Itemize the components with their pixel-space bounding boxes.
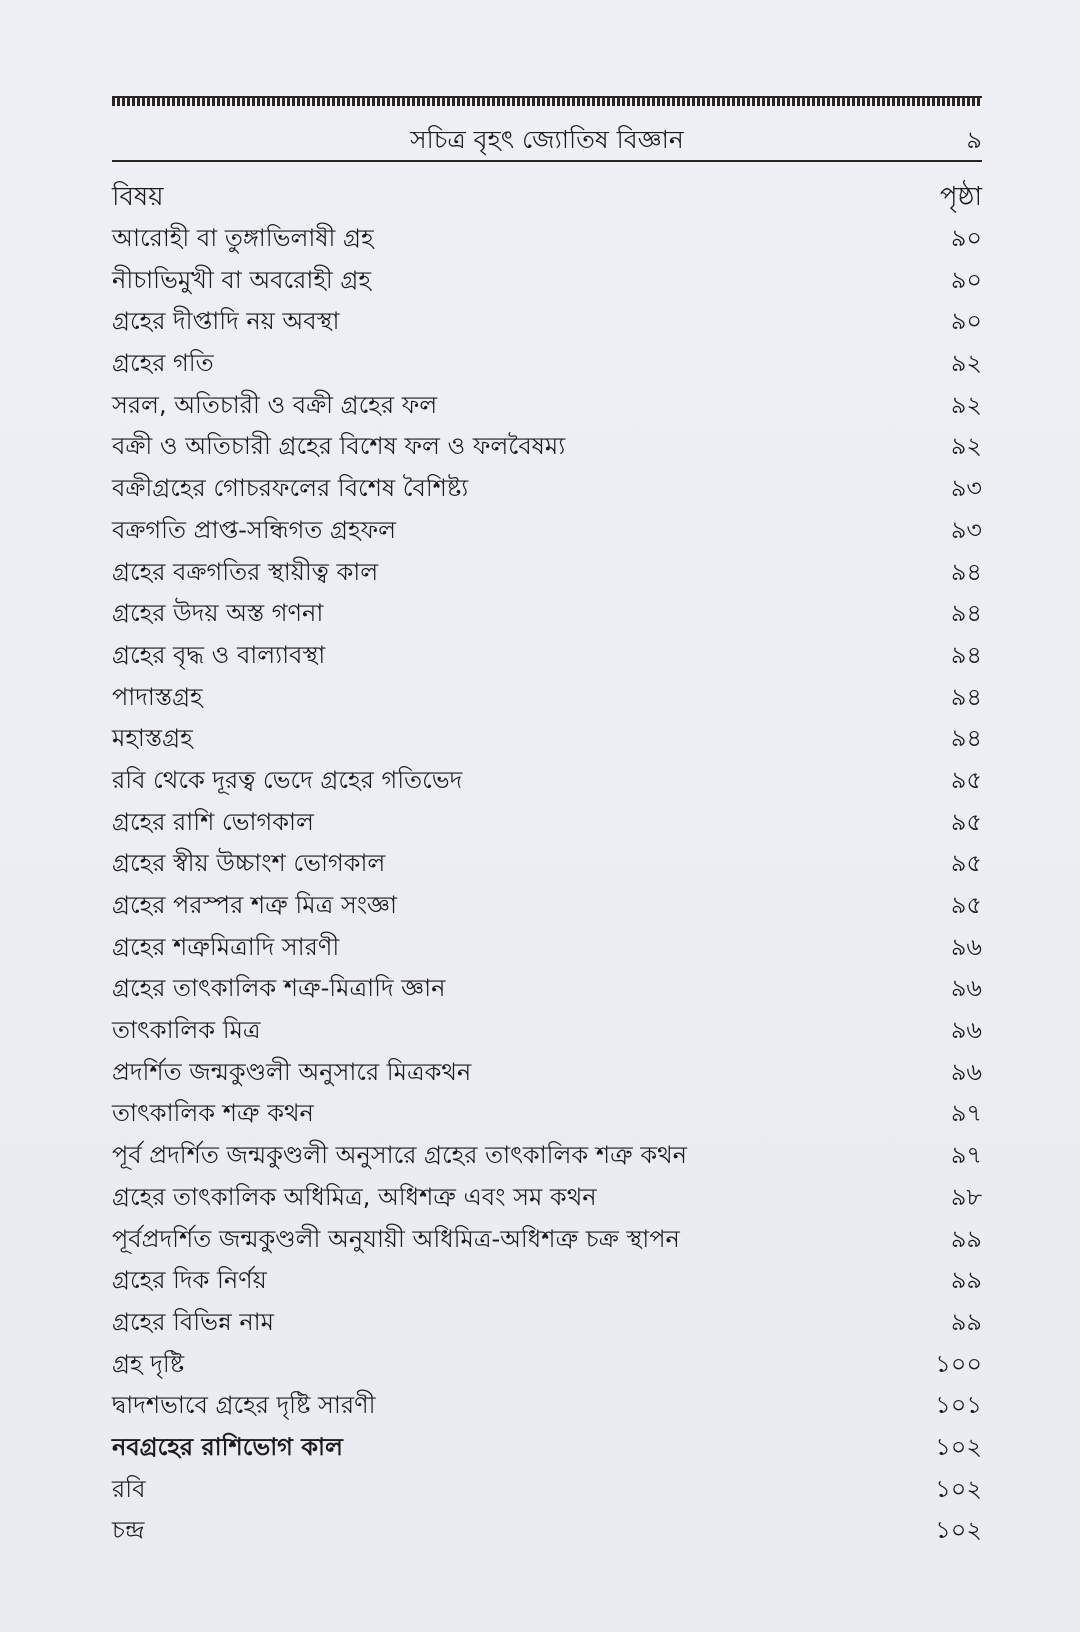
toc-entry-page: ৯২: [950, 432, 982, 461]
toc-entry-page: ৯৬: [950, 1057, 982, 1086]
toc-entry-page: ১০০: [935, 1349, 982, 1378]
toc-entry-label: নবগ্রহের রাশিভোগ কাল: [112, 1432, 343, 1461]
toc-entry: [112, 595, 982, 637]
running-header: [112, 118, 982, 154]
toc-entry-label: গ্রহের দিক নির্ণয়: [112, 1266, 267, 1295]
toc-entry-page: ৯৪: [950, 682, 982, 711]
toc-entry-page: ৯৬: [950, 974, 982, 1003]
toc-entry-label: তাৎকালিক শত্রু কথন: [112, 1099, 314, 1128]
toc-entry: [112, 1304, 982, 1346]
toc-entry: [112, 845, 982, 887]
toc-entry-label: পাদাস্তগ্রহ: [112, 682, 203, 711]
toc-entry-label: গ্রহের রাশি ভোগকাল: [112, 807, 314, 836]
toc-entry-page: ৯৪: [950, 724, 982, 753]
toc-entry-label: বক্রী ও অতিচারী গ্রহের বিশেষ ফল ও ফলবৈষম্য: [112, 432, 566, 461]
toc-entry-page: ৯৯: [950, 1224, 982, 1253]
toc-entry-page: ৯৭: [950, 1099, 982, 1128]
table-of-contents: [112, 176, 982, 1554]
toc-entry-label: দ্বাদশভাবে গ্রহের দৃষ্টি সারণী: [112, 1391, 376, 1420]
toc-entry-page: ৯০: [950, 265, 982, 294]
toc-entry-page: ৯৫: [950, 891, 982, 919]
toc-entry: [112, 804, 982, 846]
toc-entry: [112, 220, 982, 262]
toc-entry-page: ৯২: [950, 390, 982, 419]
toc-entry-page: ৯৫: [950, 765, 982, 794]
toc-entry: [112, 1095, 982, 1137]
toc-entry: [112, 1471, 982, 1513]
toc-entry-label: রবি থেকে দূরত্ব ভেদে গ্রহের গতিভেদ: [112, 765, 463, 794]
toc-entry-page: ১০২: [935, 1474, 982, 1503]
toc-header-row: [112, 176, 982, 220]
toc-entry: [112, 262, 982, 304]
toc-entry-label: তাৎকালিক মিত্র: [112, 1016, 261, 1045]
toc-entry-page: ১০২: [935, 1432, 982, 1461]
toc-entry: [112, 470, 982, 512]
toc-entry: [112, 1262, 982, 1304]
toc-entry: [112, 887, 982, 929]
toc-entry: [112, 387, 982, 429]
toc-entry-page: ৯৩: [950, 474, 982, 503]
toc-entry-page: ৯৪: [950, 640, 982, 669]
book-title: সচিত্র বৃহৎ জ্যোতিষ বিজ্ঞান: [410, 125, 684, 154]
toc-entry: [112, 929, 982, 971]
toc-entry: [112, 1054, 982, 1096]
column-subject-heading: বিষয়: [112, 182, 164, 212]
toc-entry-page: ৯৬: [950, 932, 982, 961]
toc-entry: [112, 762, 982, 804]
toc-entry: [112, 428, 982, 470]
toc-entry: [112, 303, 982, 345]
toc-entry-page: ১০২: [935, 1516, 982, 1545]
toc-entry-label: গ্রহের স্বীয় উচ্চাংশ ভোগকাল: [112, 849, 386, 878]
toc-entry-label: গ্রহের শত্রুমিত্রাদি সারণী: [112, 932, 340, 961]
toc-entry-label: বক্রগতি প্রাপ্ত-সন্ধিগত গ্রহফল: [112, 515, 397, 544]
toc-entry: [112, 970, 982, 1012]
toc-entry-page: ৯৪: [950, 599, 982, 628]
toc-entry: [112, 345, 982, 387]
toc-entry-page: ৯২: [950, 349, 982, 378]
header-divider: [112, 160, 982, 162]
toc-entry-label: চন্দ্র: [112, 1516, 145, 1545]
toc-entry-label: বক্রীগ্রহের গোচরফলের বিশেষ বৈশিষ্ট্য: [112, 474, 469, 503]
toc-entry-page: ১০১: [935, 1391, 982, 1420]
toc-entry-label: প্রদর্শিত জন্মকুণ্ডলী অনুসারে মিত্রকথন: [112, 1057, 472, 1086]
toc-entry-label: গ্রহের বিভিন্ন নাম: [112, 1307, 274, 1336]
toc-entry-label: আরোহী বা তুঙ্গাভিলাষী গ্রহ: [112, 224, 374, 252]
toc-entry-page: ৯৯: [950, 1307, 982, 1336]
toc-entry-page: ৯৬: [950, 1016, 982, 1045]
decorative-top-rule: [112, 96, 982, 106]
toc-entry: [112, 512, 982, 554]
column-page-heading: পৃষ্ঠা: [939, 182, 982, 212]
page-number: ৯: [966, 126, 982, 154]
toc-entry-page: ৯৫: [950, 849, 982, 878]
toc-entry-page: ৯৩: [950, 515, 982, 544]
toc-entry-page: ৯০: [950, 307, 982, 336]
toc-entry-page: ৯৭: [950, 1141, 982, 1170]
toc-entry: [112, 1179, 982, 1221]
toc-entry: [112, 1429, 982, 1471]
toc-entry-page: ৯০: [950, 224, 982, 252]
toc-entry: [112, 1346, 982, 1388]
toc-entry-label: গ্রহের গতি: [112, 349, 214, 378]
toc-entry-page: ৯৯: [950, 1266, 982, 1295]
toc-entry-label: নীচাভিমুখী বা অবরোহী গ্রহ: [112, 265, 372, 294]
toc-entry: [112, 1221, 982, 1263]
toc-entry: [112, 720, 982, 762]
toc-entry: [112, 1387, 982, 1429]
toc-entry: [112, 1512, 982, 1554]
toc-entry-label: পূর্ব প্রদর্শিত জন্মকুণ্ডলী অনুসারে গ্রহের তাৎকালিক শত্রু কথন: [112, 1141, 687, 1170]
toc-entry-label: গ্রহের বক্রগতির স্থায়ীত্ব কাল: [112, 557, 379, 586]
toc-entry-label: গ্রহের উদয় অস্ত গণনা: [112, 599, 324, 628]
toc-entry-label: পূর্বপ্রদর্শিত জন্মকুণ্ডলী অনুযায়ী অধিমিত্র-অধিশত্রু চক্র স্থাপন: [112, 1224, 680, 1253]
toc-entry-label: গ্রহ দৃষ্টি: [112, 1349, 185, 1378]
toc-entry-label: গ্রহের দীপ্তাদি নয় অবস্থা: [112, 307, 340, 336]
toc-entry: [112, 554, 982, 596]
toc-entry-label: গ্রহের তাৎকালিক অধিমিত্র, অধিশত্রু এবং সম কথন: [112, 1182, 597, 1211]
toc-entry: [112, 679, 982, 721]
toc-entry: [112, 637, 982, 679]
toc-entry-label: গ্রহের তাৎকালিক শত্রু-মিত্রাদি জ্ঞান: [112, 974, 446, 1003]
toc-entry-label: গ্রহের পরস্পর শত্রু মিত্র সংজ্ঞা: [112, 891, 397, 919]
toc-entry: [112, 1012, 982, 1054]
toc-entry: [112, 1137, 982, 1179]
toc-entry-page: ৯৫: [950, 807, 982, 836]
toc-entry-label: গ্রহের বৃদ্ধ ও বাল্যাবস্থা: [112, 640, 326, 669]
toc-entry-page: ৯৮: [950, 1182, 982, 1211]
toc-entry-label: মহাস্তগ্রহ: [112, 724, 193, 753]
toc-entry-page: ৯৪: [950, 557, 982, 586]
toc-entry-label: সরল, অতিচারী ও বক্রী গ্রহের ফল: [112, 390, 438, 419]
toc-entry-label: রবি: [112, 1474, 146, 1503]
